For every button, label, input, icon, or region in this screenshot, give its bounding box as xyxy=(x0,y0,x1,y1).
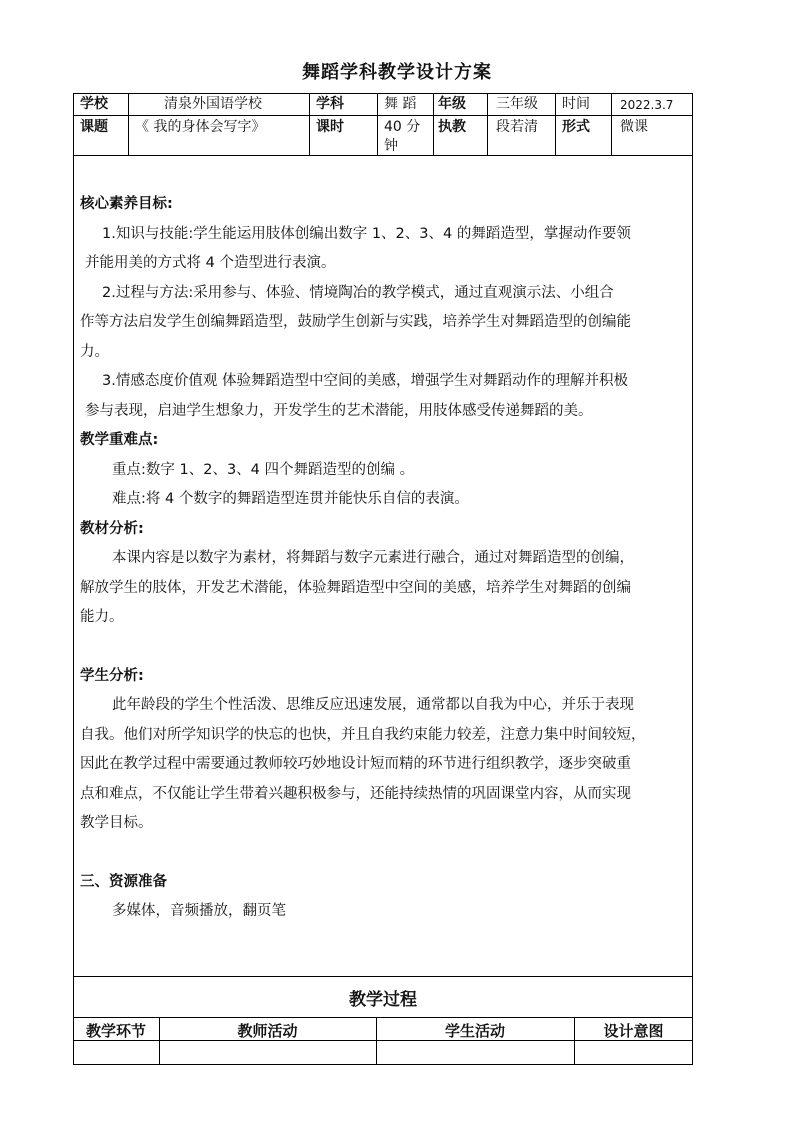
column-header-teacher: 教师活动 xyxy=(237,1022,298,1040)
student-line-3: 因此在教学过程中需要通过教师较巧妙地设计短而精的环节进行组织教学，逐步突破重 xyxy=(80,756,631,772)
goal-2-line-2: 作等方法启发学生创编舞蹈造型，鼓励学生创新与实践，培养学生对舞蹈造型的创编能 xyxy=(80,314,631,330)
column-header-stage: 教学环节 xyxy=(85,1022,146,1040)
school-label: 学校 xyxy=(80,96,108,112)
student-line-5: 教学目标。 xyxy=(80,815,153,831)
goals-heading: 核心素养目标: xyxy=(80,196,173,212)
key-point: 重点:数字 1、2、3、4 四个舞蹈造型的创编 。 xyxy=(112,461,415,478)
teacher-label: 执教 xyxy=(438,119,466,135)
goal-2-line-1: 2.过程与方法:采用参与、体验、情境陶冶的教学模式，通过直观演示法、小组合 xyxy=(102,284,614,301)
key-points-heading: 教学重难点: xyxy=(80,432,159,448)
goal-3-line-1: 3.情感态度价值观 体验舞蹈造型中空间的美感，增强学生对舞蹈动作的理解并积极 xyxy=(102,373,628,389)
subject-label: 学科 xyxy=(316,96,344,112)
grade-label: 年级 xyxy=(438,96,466,112)
form-value: 微课 xyxy=(620,119,648,135)
goal-3-line-2: 参与表现，启迪学生想象力，开发学生的艺术潜能，用肢体感受传递舞蹈的美。 xyxy=(85,402,593,419)
lesson-content xyxy=(80,190,690,927)
student-line-2: 自我。他们对所学知识学的快忘的也快，并且自我约束能力较差，注意力集中时间较短， xyxy=(80,726,646,743)
column-header-student: 学生活动 xyxy=(444,1022,505,1040)
process-title: 教学过程 xyxy=(349,990,417,1010)
material-line-3: 能力。 xyxy=(80,609,124,625)
material-heading: 教材分析: xyxy=(80,520,144,537)
topic-value: 《 我的身体会写字》 xyxy=(135,119,266,135)
student-line-1: 此年龄段的学生个性活泼、思维反应迅速发展，通常都以自我为中心，并乐于表现 xyxy=(112,697,634,713)
material-line-2: 解放学生的肢体，开发艺术潜能，体验舞蹈造型中空间的美感，培养学生对舞蹈的创编 xyxy=(80,579,631,596)
topic-label: 课题 xyxy=(80,119,108,135)
form-label: 形式 xyxy=(562,119,590,135)
school-value: 清泉外国语学校 xyxy=(164,96,262,112)
resource-heading: 三、资源准备 xyxy=(80,873,167,890)
period-value-line1: 40 分 xyxy=(384,119,421,135)
resource-text: 多媒体，音频播放，翻页笔 xyxy=(112,903,286,919)
goal-1-line-2: 并能用美的方式将 4 个造型进行表演。 xyxy=(85,255,336,271)
difficulty-point: 难点:将 4 个数字的舞蹈造型连贯并能快乐自信的表演。 xyxy=(112,491,469,507)
page-title: 舞蹈学科教学设计方案 xyxy=(302,62,492,83)
time-value: 2022.3.7 xyxy=(620,98,674,112)
column-header-intent: 设计意图 xyxy=(603,1022,664,1040)
goal-1-line-1: 1.知识与技能:学生能运用肢体创编出数字 1、2、3、4 的舞蹈造型，掌握动作要领 xyxy=(102,225,631,242)
student-heading: 学生分析: xyxy=(80,667,144,684)
goal-2-line-3: 力。 xyxy=(80,343,109,360)
material-line-1: 本课内容是以数字为素材，将舞蹈与数字元素进行融合，通过对舞蹈造型的创编， xyxy=(112,550,634,566)
period-value-line2: 钟 xyxy=(384,138,398,154)
student-line-4: 点和难点，不仅能让学生带着兴趣积极参与，还能持续热情的巩固课堂内容，从而实现 xyxy=(80,785,631,802)
period-label: 课时 xyxy=(316,119,344,135)
subject-value: 舞 蹈 xyxy=(384,96,417,112)
teacher-value: 段若清 xyxy=(496,119,538,135)
time-label: 时间 xyxy=(562,96,590,112)
grade-value: 三年级 xyxy=(496,96,538,112)
